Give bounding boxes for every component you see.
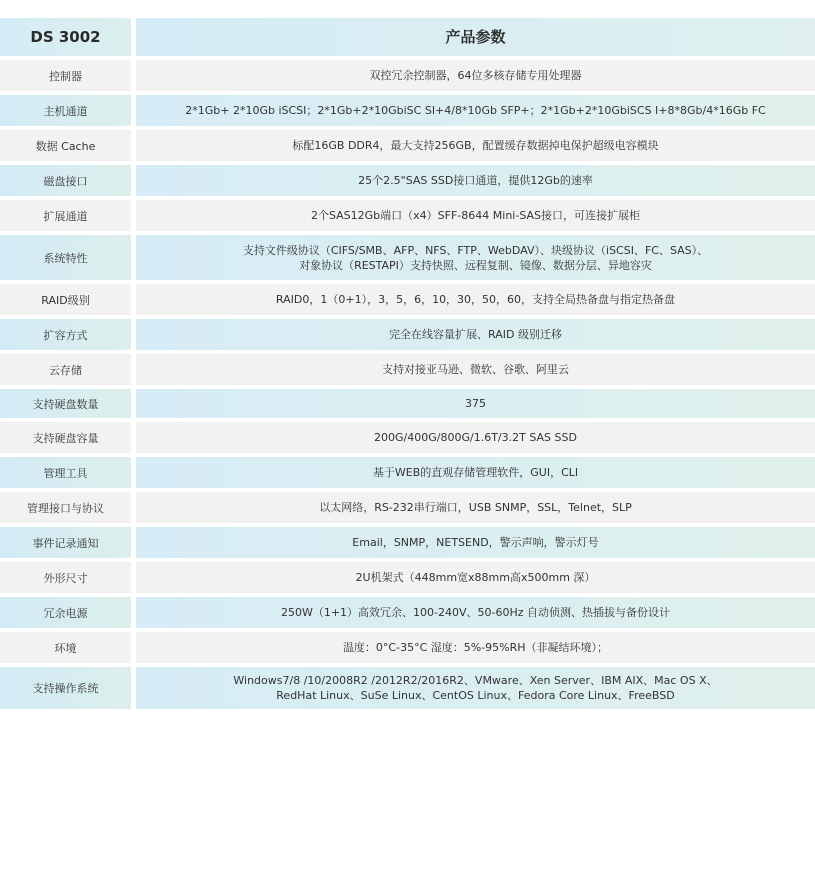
spec-value-lines bbox=[382, 362, 569, 377]
spec-value bbox=[136, 319, 815, 350]
spec-row bbox=[0, 492, 815, 523]
spec-row bbox=[0, 597, 815, 628]
spec-row bbox=[0, 632, 815, 663]
spec-value-line: 完全在线容量扩展、RAID 级别迁移 bbox=[389, 328, 562, 341]
spec-value bbox=[136, 457, 815, 488]
spec-row bbox=[0, 354, 815, 385]
spec-label: 管理工具 bbox=[0, 457, 131, 488]
spec-value-lines bbox=[356, 570, 596, 585]
spec-value-lines bbox=[358, 173, 593, 188]
spec-value-lines bbox=[370, 68, 582, 83]
table-header-row bbox=[0, 18, 815, 56]
spec-value-line: 375 bbox=[465, 397, 486, 410]
spec-value bbox=[136, 284, 815, 315]
spec-row bbox=[0, 200, 815, 231]
spec-value bbox=[136, 492, 815, 523]
spec-value-line: 以太网络，RS-232串行端口，USB SNMP，SSL，Telnet，SLP bbox=[319, 501, 632, 514]
spec-value bbox=[136, 354, 815, 385]
spec-value-lines bbox=[352, 535, 598, 550]
spec-value-line: 双控冗余控制器，64位多核存储专用处理器 bbox=[369, 69, 582, 82]
spec-value-line: 对象协议（RESTAPI）支持快照、远程复制、镜像、数据分层、异地容灾 bbox=[299, 258, 652, 272]
spec-row bbox=[0, 389, 815, 418]
spec-value-line: 200G/400G/800G/1.6T/3.2T SAS SSD bbox=[374, 431, 577, 444]
spec-value bbox=[136, 165, 815, 196]
spec-value-line: 2*1Gb+ 2*10Gb iSCSI；2*1Gb+2*10GbiSC SI+4/8*10Gb SFP+；2*1Gb+2*10GbiSCS I+8*8Gb/4*16Gb FC bbox=[185, 104, 766, 117]
spec-label: 支持硬盘容量 bbox=[0, 422, 131, 453]
spec-value-line: Email，SNMP，NETSEND，警示声响，警示灯号 bbox=[352, 536, 599, 549]
spec-value-lines bbox=[276, 292, 675, 307]
spec-value bbox=[136, 597, 815, 628]
spec-value-lines bbox=[319, 500, 632, 515]
spec-value-lines bbox=[281, 605, 670, 620]
spec-value-line: 2个SAS12Gb端口（x4）SFF-8644 Mini-SAS接口，可连接扩展柜 bbox=[310, 209, 641, 222]
spec-table bbox=[0, 18, 815, 713]
spec-value-line: RedHat Linux、SuSe Linux、CentOS Linux、Fedora Core Linux、FreeBSD bbox=[276, 689, 675, 702]
spec-value bbox=[136, 200, 815, 231]
spec-value bbox=[136, 632, 815, 663]
spec-value-lines bbox=[374, 430, 577, 445]
spec-row bbox=[0, 667, 815, 709]
spec-value-lines bbox=[243, 243, 708, 273]
spec-row bbox=[0, 95, 815, 126]
spec-value bbox=[136, 422, 815, 453]
spec-row bbox=[0, 284, 815, 315]
spec-rows bbox=[0, 60, 815, 709]
spec-label: 扩展通道 bbox=[0, 200, 131, 231]
spec-label: 支持硬盘数量 bbox=[0, 389, 131, 418]
spec-row bbox=[0, 422, 815, 453]
spec-row bbox=[0, 60, 815, 91]
spec-value-lines bbox=[373, 465, 578, 480]
spec-label: 系统特性 bbox=[0, 235, 131, 280]
spec-row bbox=[0, 319, 815, 350]
spec-value bbox=[136, 562, 815, 593]
spec-value-line: 25个2.5"SAS SSD接口通道，提供12Gb的速率 bbox=[358, 174, 593, 187]
spec-value-line: 支持对接亚马逊、微软、谷歌、阿里云 bbox=[382, 363, 569, 376]
spec-value-line: 2U机架式（448mm宽x88mm高x500mm 深） bbox=[355, 571, 596, 584]
spec-label: 外形尺寸 bbox=[0, 562, 131, 593]
spec-value bbox=[136, 95, 815, 126]
spec-label: RAID级别 bbox=[0, 284, 131, 315]
spec-value-lines bbox=[311, 208, 640, 223]
spec-row bbox=[0, 130, 815, 161]
spec-row bbox=[0, 235, 815, 280]
spec-value-lines bbox=[389, 327, 562, 342]
spec-value-lines bbox=[292, 138, 658, 153]
spec-value-line: Windows7/8 /10/2008R2 /2012R2/2016R2、VMware、Xen Server、IBM AIX、Mac OS X、 bbox=[233, 674, 718, 687]
spec-value-line: 温度：0°C-35°C 湿度：5%-95%RH（非凝结环境）； bbox=[342, 641, 609, 654]
spec-row bbox=[0, 562, 815, 593]
spec-value-line: 支持文件级协议（CIFS/SMB、AFP、NFS、FTP、WebDAV）、块级协议（iSCSI、FC、SAS）、 bbox=[242, 243, 709, 257]
spec-label: 数据 Cache bbox=[0, 130, 131, 161]
spec-row bbox=[0, 165, 815, 196]
table-title: 产品参数 bbox=[136, 18, 815, 56]
spec-value bbox=[136, 235, 815, 280]
spec-label: 云存储 bbox=[0, 354, 131, 385]
spec-label: 事件记录通知 bbox=[0, 527, 131, 558]
spec-row bbox=[0, 527, 815, 558]
spec-value-lines bbox=[185, 103, 766, 118]
spec-value-line: 250W（1+1）高效冗余、100-240V、50-60Hz 自动侦测、热插拔与备份设计 bbox=[280, 606, 671, 619]
spec-label: 控制器 bbox=[0, 60, 131, 91]
spec-value-line: 基于WEB的直观存储管理软件，GUI，CLI bbox=[372, 466, 579, 479]
spec-label: 冗余电源 bbox=[0, 597, 131, 628]
spec-value bbox=[136, 527, 815, 558]
spec-value-lines bbox=[465, 396, 486, 411]
spec-row bbox=[0, 457, 815, 488]
spec-value-lines bbox=[343, 640, 608, 655]
spec-value bbox=[136, 60, 815, 91]
spec-value bbox=[136, 389, 815, 418]
spec-value bbox=[136, 667, 815, 709]
spec-label: 管理接口与协议 bbox=[0, 492, 131, 523]
spec-label: 扩容方式 bbox=[0, 319, 131, 350]
spec-value-line: RAID0，1（0+1），3，5，6，10，30，50，60，支持全局热备盘与指定热备盘 bbox=[275, 293, 676, 306]
spec-label: 磁盘接口 bbox=[0, 165, 131, 196]
spec-label: 主机通道 bbox=[0, 95, 131, 126]
spec-value-lines bbox=[233, 673, 717, 703]
model-name: DS 3002 bbox=[0, 18, 131, 56]
spec-value-line: 标配16GB DDR4，最大支持256GB，配置缓存数据掉电保护超级电容模块 bbox=[292, 139, 659, 152]
spec-label: 支持操作系统 bbox=[0, 667, 131, 709]
spec-value bbox=[136, 130, 815, 161]
spec-label: 环境 bbox=[0, 632, 131, 663]
